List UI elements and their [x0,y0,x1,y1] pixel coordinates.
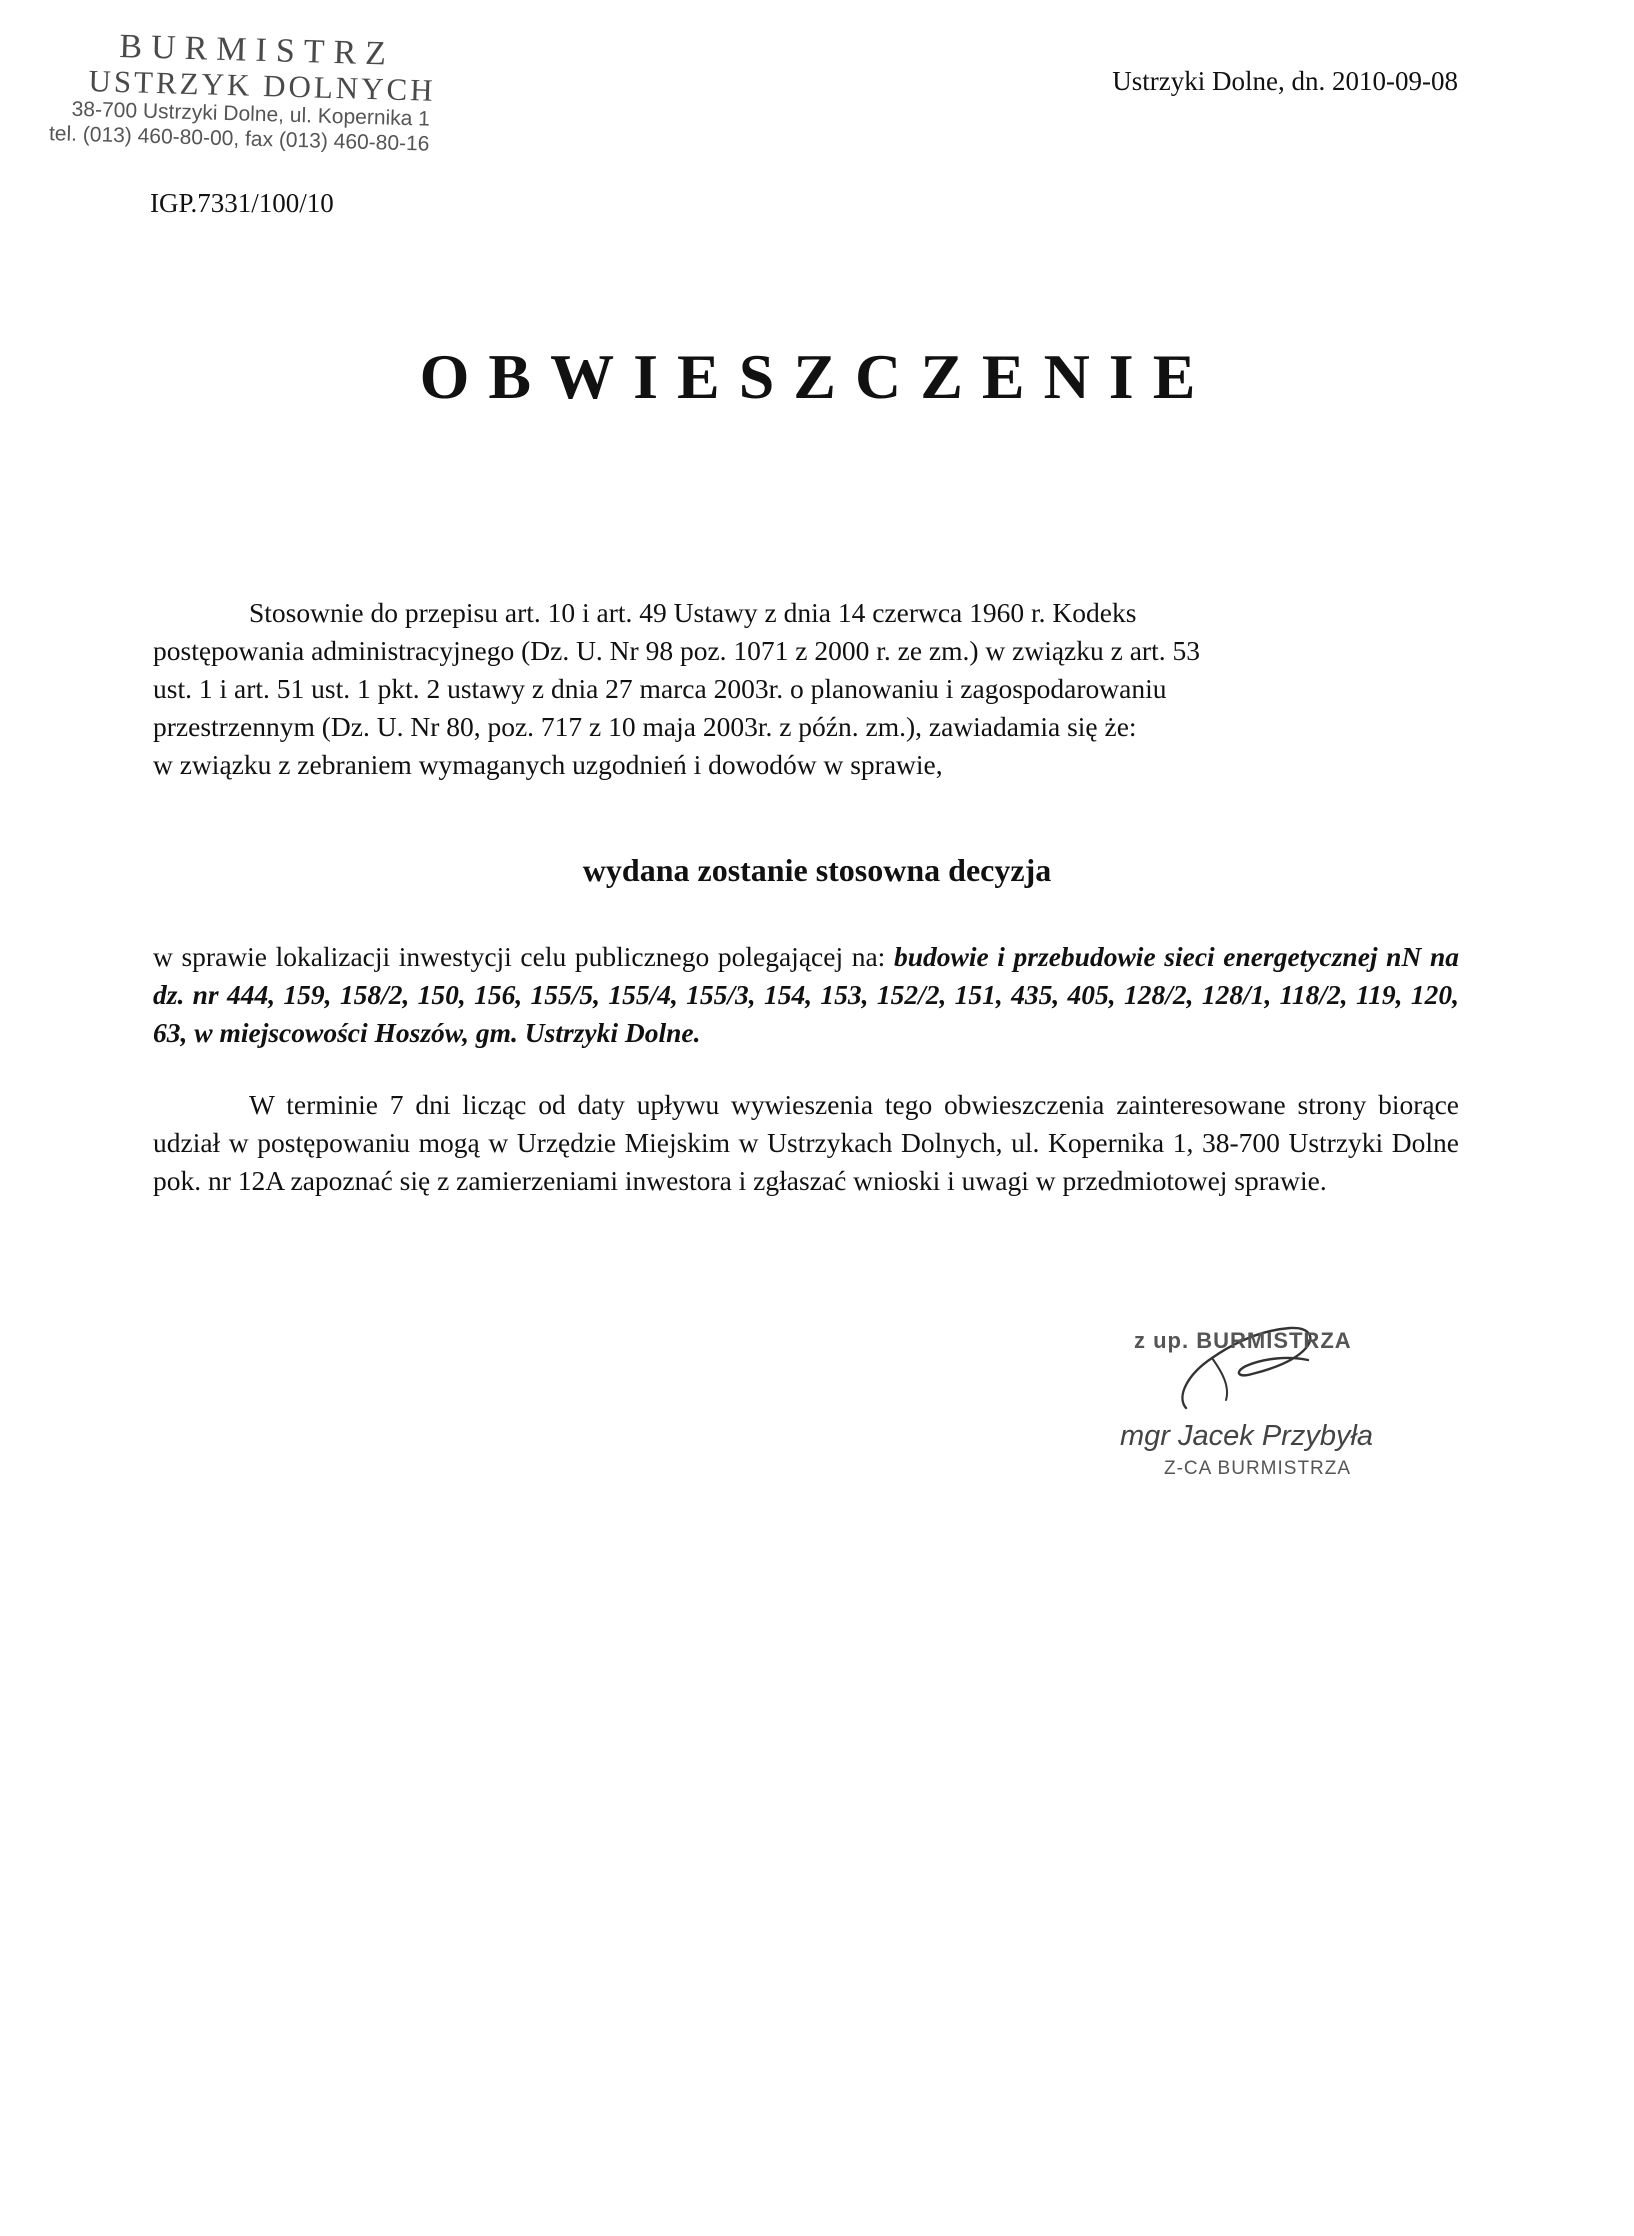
reference-number: IGP.7331/100/10 [150,188,334,218]
paragraph-line: Stosownie do przepisu art. 10 i art. 49 Ustawy z dnia 14 czerwca 1960 r. Kodeks [249,597,1137,628]
on-behalf-stamp: z up. BURMISTRZA [1134,1328,1352,1353]
paragraph-deadline: W terminie 7 dni licząc od daty upływu wywieszenia tego obwieszczenia zainteresowane strony biorące udział w postępowaniu mogą w Urzędzie Miejskim w Ustrzykach Dolnych, ul. Kopernika 1, 38-700 Ustrzyki Dolne pok. nr 12A zapoznać się z zamierzeniami inwestora i zgłaszać wnioski i uwagi w przedmiotowej sprawie. [153,1089,1459,1196]
paragraph-line: przestrzennym (Dz. U. Nr 80, poz. 717 z 10 maja 2003r. z późn. zm.), zawiadamia się że: [153,711,1137,742]
handwritten-signature [1168,1300,1368,1420]
stamp-phone: tel. (013) 460-80-00, fax (013) 460-80-16 [48,122,430,156]
place-and-date: Ustrzyki Dolne, dn. 2010-09-08 [1112,66,1458,96]
stamp-line-1: BURMISTRZ [118,28,396,73]
stamp-address: 38-700 Ustrzyki Dolne, ul. Kopernika 1 [71,97,431,131]
subject-emphasis: budowie i przebudowie sieci energetycznej nN na dz. nr 444, 159, 158/2, 150, 156, 155/5, 155/4, 155/3, 154, 153, 152/2, 151, 435, 405, 128/2, 128/1, 118/2, 119, 120, 63, w miejscowości Hoszów, gm. Ustrzyki Dolne. [153,941,1459,1048]
office-stamp [45,26,468,158]
paragraph-line: w związku z zebraniem wymaganych uzgodnień i dowodów w sprawie, [153,749,943,780]
decision-heading: wydana zostanie stosowna decyzja [582,852,1052,888]
paragraph-legal-basis [153,594,1459,784]
signature-block [1120,1300,1450,1500]
paragraph-line: postępowania administracyjnego (Dz. U. Nr 98 poz. 1071 z 2000 r. ze zm.) w związku z art. 53 [153,635,1200,666]
signatory-role: Z-CA BURMISTRZA [1164,1458,1352,1479]
subject-intro: w sprawie lokalizacji inwestycji celu publicznego polegającej na: [153,941,894,972]
stamp-line-2: USTRZYK DOLNYCH [88,63,437,108]
paragraph-line: ust. 1 i art. 51 ust. 1 pkt. 2 ustawy z dnia 27 marca 2003r. o planowaniu i zagospodarowaniu [153,673,1167,704]
signatory-name: mgr Jacek Przybyła [1120,1420,1374,1452]
document-title: OBWIESZCZENIE [419,341,1215,412]
paragraph-subject [153,938,1459,1052]
